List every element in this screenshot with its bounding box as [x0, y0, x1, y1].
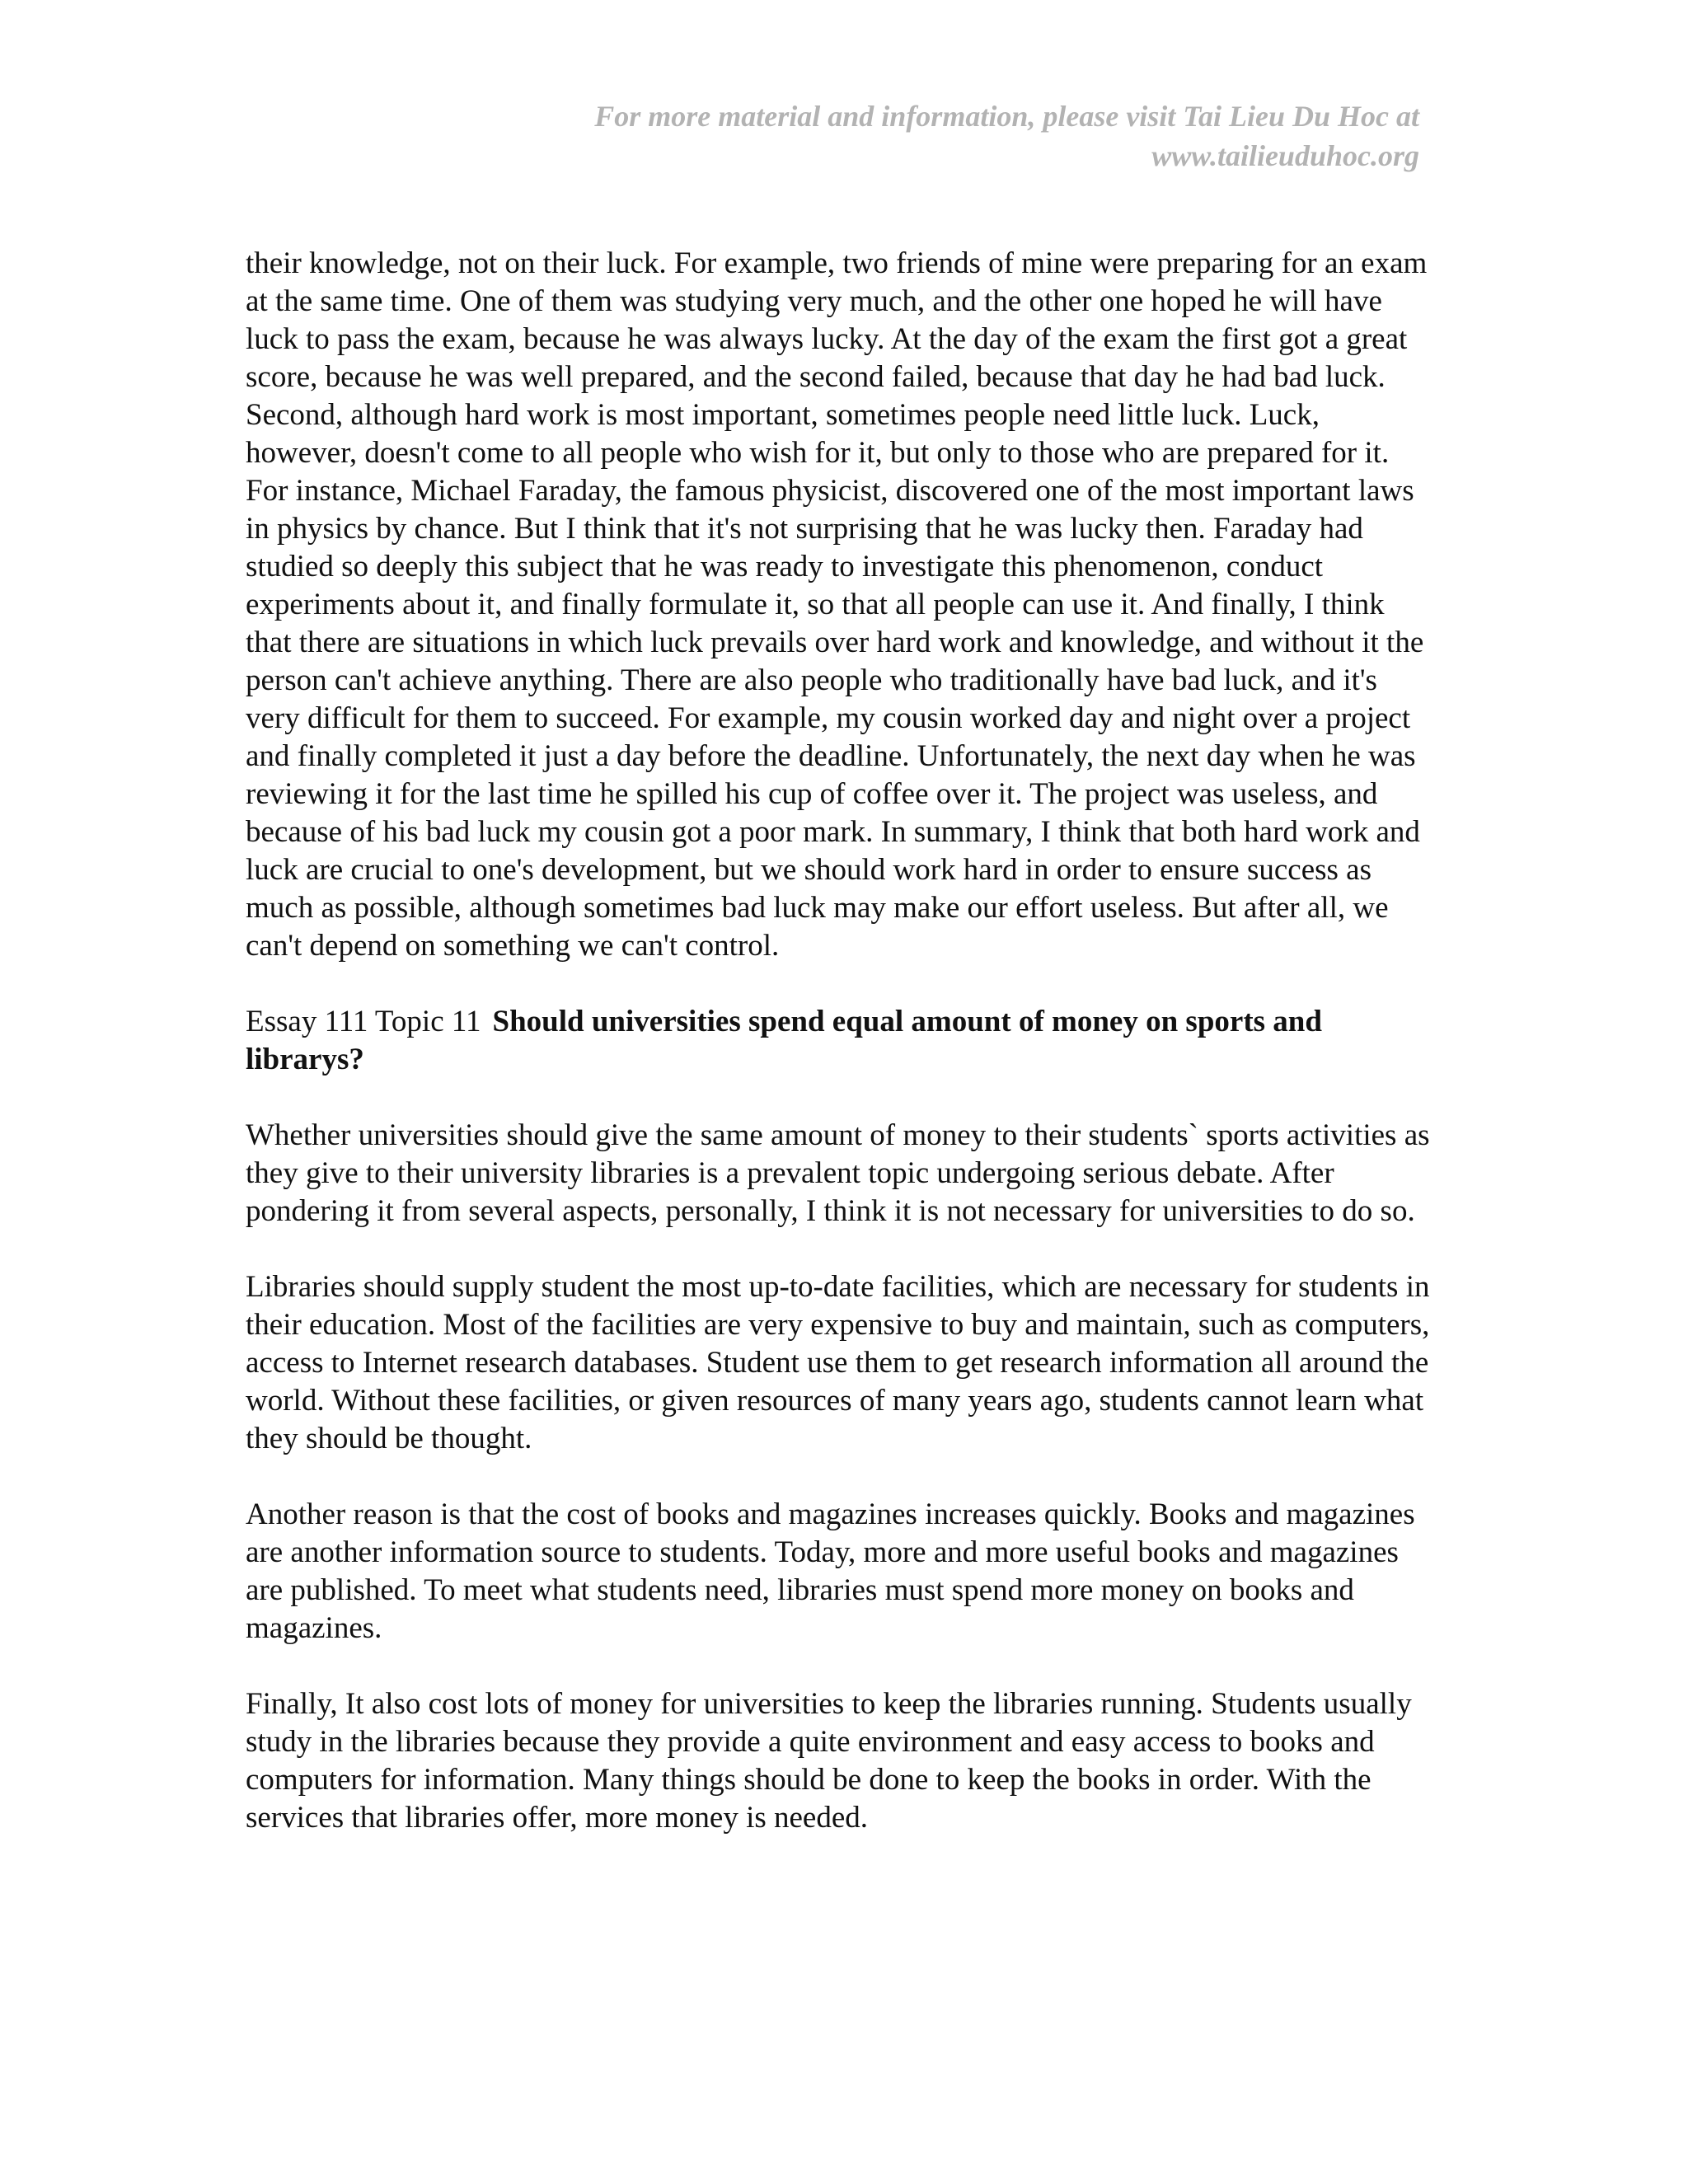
- document-body: [246, 245, 1432, 1837]
- header-line-1: For more material and information, please visit Tai Lieu Du Hoc at: [594, 100, 1419, 133]
- continued-paragraph: their knowledge, not on their luck. For example, two friends of mine were preparing for an exam at the same time. One of them was studying very much, and the other one hoped he will have luck to pass the exam, because he was always lucky. At the day of the exam the first got a great score, because he was well prepared, and the second failed, because that day he had bad luck. Second, although hard work is most important, sometimes people need little luck. Luck, however, doesn't come to all people who wish for it, but only to those who are prepared for it. For instance, Michael Faraday, the famous physicist, discovered one of the most important laws in physics by chance. But I think that it's not surprising that he was lucky then. Faraday had studied so deeply this subject that he was ready to investigate this phenomenon, conduct experiments about it, and finally formulate it, so that all people can use it. And finally, I think that there are situations in which luck prevails over hard work and knowledge, and without it the person can't achieve anything. There are also people who traditionally have bad luck, and it's very difficult for them to succeed. For example, my cousin worked day and night over a project and finally completed it just a day before the deadline. Unfortunately, the next day when he was reviewing it for the last time he spilled his cup of coffee over it. The project was useless, and because of his bad luck my cousin got a poor mark. In summary, I think that both hard work and luck are crucial to one's development, but we should work hard in order to ensure success as much as possible, although sometimes bad luck may make our effort useless. But after all, we can't depend on something we can't control.: [246, 246, 1428, 963]
- essay-paragraph-4: Finally, It also cost lots of money for universities to keep the libraries running. Students usually study in the libraries because they provide a quite environment and easy access to books and computers for information. Many things should be done to keep the books in order. With the services that libraries offer, more money is needed.: [246, 1687, 1412, 1835]
- essay-heading: [246, 1003, 1432, 1079]
- essay-paragraph-1: Whether universities should give the same amount of money to their students` sports activities as they give to their university libraries is a prevalent topic undergoing serious debate. After pondering it from several aspects, personally, I think it is not necessary for universities to do so.: [246, 1118, 1430, 1228]
- essay-label: Essay 111 Topic 11: [246, 1005, 481, 1038]
- essay-title: Should universities spend equal amount of money on sports and librarys?: [246, 1005, 1322, 1076]
- essay-paragraph-2: Libraries should supply student the most up-to-date facilities, which are necessary for students in their education. Most of the facilities are very expensive to buy and maintain, such as computers, access to Internet research databases. Student use them to get research information all around the world. Without these facilities, or given resources of many years ago, students cannot learn what they should be thought.: [246, 1270, 1430, 1455]
- header-line-2: www.tailieuduhoc.org: [1151, 139, 1419, 172]
- essay-paragraph-3: Another reason is that the cost of books and magazines increases quickly. Books and magazines are another information source to students. Today, more and more useful books and magazines are published. To meet what students need, libraries must spend more money on books and magazines.: [246, 1497, 1415, 1645]
- page-header: [183, 96, 1419, 176]
